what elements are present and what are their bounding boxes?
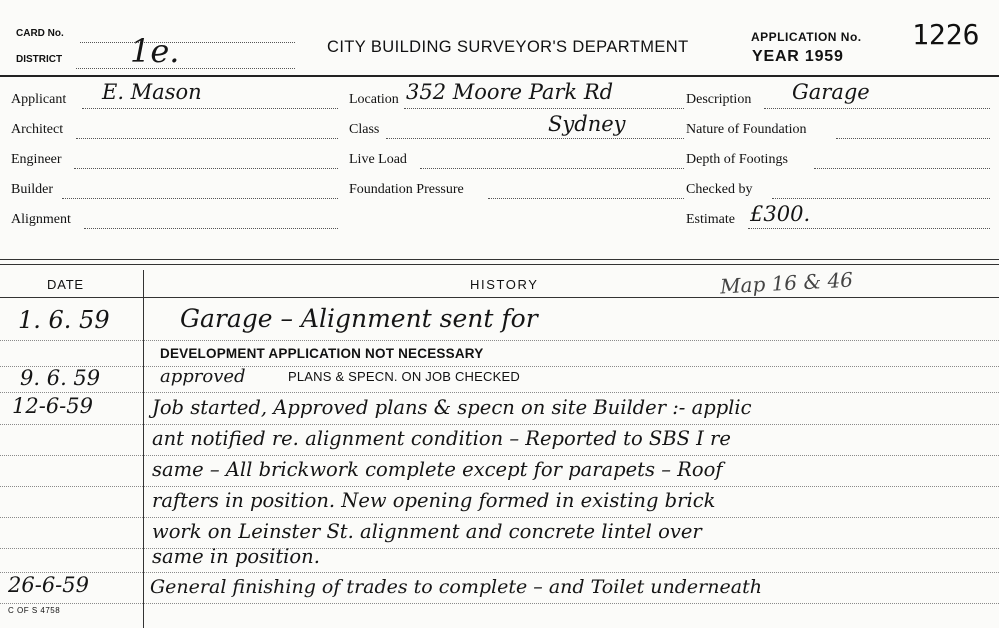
entry-text: General finishing of trades to complete – and Toilet underneath xyxy=(150,576,762,598)
year-label: YEAR 1959 xyxy=(752,48,844,65)
architect-label: Architect xyxy=(11,122,64,137)
history-header-rule xyxy=(0,297,999,298)
entry-text: same – All brickwork complete except for parapets – Roof xyxy=(152,458,723,481)
department-title: CITY BUILDING SURVEYOR'S DEPARTMENT xyxy=(327,38,689,56)
alignment-label: Alignment xyxy=(11,212,71,227)
architect-line xyxy=(76,138,338,139)
entry-text: rafters in position. New opening formed in existing brick xyxy=(152,489,716,512)
live-load-line xyxy=(420,168,684,169)
estimate-line xyxy=(748,228,990,229)
plans-checked-stamp: PLANS & SPECN. ON JOB CHECKED xyxy=(288,369,520,384)
card-no-label: CARD No. xyxy=(16,28,64,39)
nature-foundation-line xyxy=(836,138,990,139)
entry-text: Job started, Approved plans & specn on site Builder :- applic xyxy=(152,396,752,419)
header-divider xyxy=(0,75,999,77)
application-no-label: APPLICATION No. xyxy=(751,30,862,44)
history-row-rule xyxy=(0,572,999,573)
builder-label: Builder xyxy=(11,182,53,197)
entry-text: ant notified re. alignment condition – Reported to SBS I re xyxy=(152,427,731,450)
date-column-header: DATE xyxy=(47,277,84,292)
engineer-label: Engineer xyxy=(11,152,62,167)
nature-foundation-label: Nature of Foundation xyxy=(686,122,807,137)
entry-text: Garage – Alignment sent for xyxy=(180,304,538,333)
date-column-divider xyxy=(143,270,144,628)
foundation-pressure-label: Foundation Pressure xyxy=(349,182,464,197)
history-row-rule xyxy=(0,455,999,456)
entry-text: work on Leinster St. alignment and concrete lintel over xyxy=(152,520,702,543)
location-label: Location xyxy=(349,92,399,107)
description-line xyxy=(764,108,990,109)
class-line xyxy=(386,138,684,139)
history-row-rule xyxy=(0,486,999,487)
card-no-line xyxy=(80,42,295,43)
application-no-value: 1226 xyxy=(912,18,980,51)
live-load-label: Live Load xyxy=(349,152,407,167)
history-row-rule xyxy=(0,366,999,367)
history-row-rule xyxy=(0,548,999,549)
district-label: DISTRICT xyxy=(16,54,63,65)
depth-footings-line xyxy=(814,168,990,169)
entry-date: 12-6-59 xyxy=(12,394,93,418)
checked-by-label: Checked by xyxy=(686,182,753,197)
estimate-value: £300. xyxy=(750,202,811,226)
description-label: Description xyxy=(686,92,752,107)
form-code: C OF S 4758 xyxy=(8,606,61,615)
checked-by-line xyxy=(772,198,990,199)
entry-date: 26-6-59 xyxy=(8,573,89,597)
history-column-header: HISTORY xyxy=(470,277,539,292)
foundation-pressure-line xyxy=(488,198,684,199)
history-row-rule xyxy=(0,340,999,341)
location-line xyxy=(404,108,684,109)
approved-word: approved xyxy=(160,366,246,387)
applicant-label: Applicant xyxy=(11,92,67,107)
district-value: 1e. xyxy=(130,32,180,70)
history-top-rule-2 xyxy=(0,264,999,265)
entry-date: 9. 6. 59 xyxy=(20,366,101,390)
map-reference: Map 16 & 46 xyxy=(719,267,854,299)
history-row-rule xyxy=(0,517,999,518)
alignment-line xyxy=(84,228,338,229)
applicant-line xyxy=(82,108,338,109)
builder-line xyxy=(62,198,338,199)
development-stamp: DEVELOPMENT APPLICATION NOT NECESSARY xyxy=(160,346,484,361)
district-line xyxy=(76,68,295,69)
history-row-rule xyxy=(0,424,999,425)
entry-text: same in position. xyxy=(152,545,320,568)
location-suburb: Sydney xyxy=(548,112,626,136)
description-value: Garage xyxy=(792,80,870,104)
history-top-rule-1 xyxy=(0,259,999,260)
engineer-line xyxy=(74,168,338,169)
class-label: Class xyxy=(349,122,380,137)
location-value: 352 Moore Park Rd xyxy=(406,80,614,104)
history-row-rule xyxy=(0,603,999,604)
applicant-value: E. Mason xyxy=(102,80,202,104)
estimate-label: Estimate xyxy=(686,212,735,227)
depth-footings-label: Depth of Footings xyxy=(686,152,788,167)
history-row-rule xyxy=(0,392,999,393)
entry-date: 1. 6. 59 xyxy=(18,306,110,334)
